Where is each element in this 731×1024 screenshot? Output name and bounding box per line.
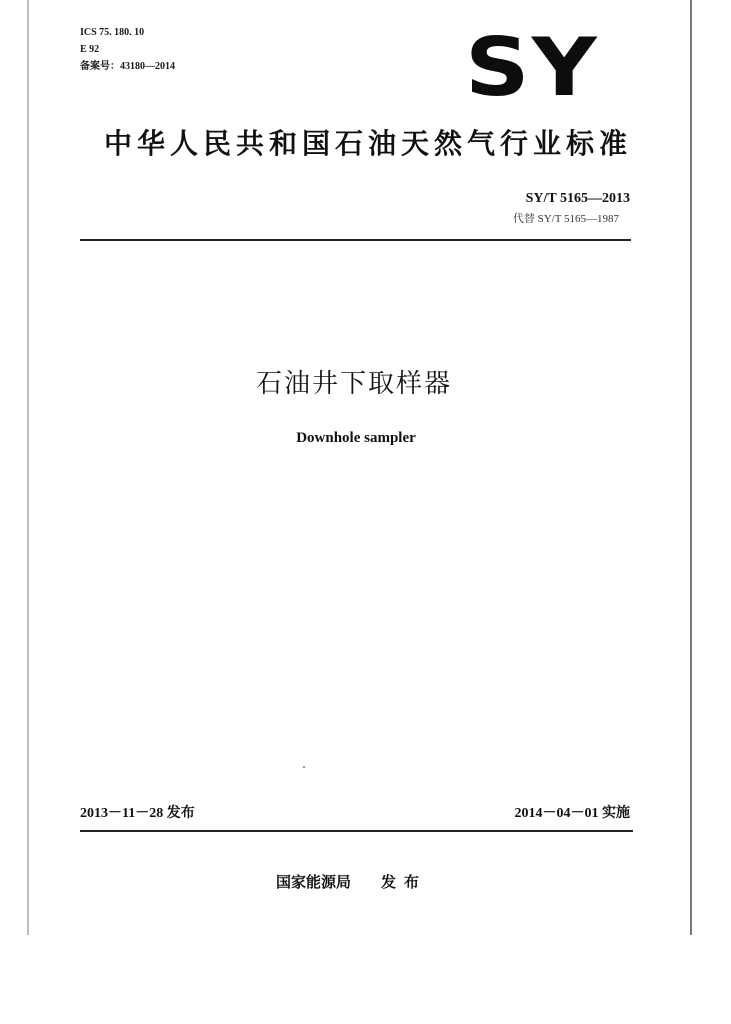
scan-speck — [303, 766, 305, 768]
implementation-date: 2014－04－01 实施 — [514, 806, 630, 821]
replaces-standard: 代替 SY/T 5165—1987 — [512, 213, 619, 225]
ics-code: ICS 75. 180. 10 — [80, 27, 145, 38]
publisher-line — [276, 872, 427, 892]
document-title-english: Downhole sampler — [296, 430, 416, 446]
class-code: E 92 — [80, 44, 100, 55]
standard-number: SY/T 5165—2013 — [525, 191, 630, 206]
publisher-action: 发布 — [381, 873, 428, 891]
filing-number: 备案号：43180—2014 — [80, 61, 175, 72]
top-divider — [80, 239, 631, 241]
issue-date: 2013－11－28 发布 — [80, 806, 195, 821]
page-edge-right — [690, 0, 692, 935]
page-edge-left — [27, 0, 29, 935]
publisher-name: 国家能源局 — [276, 873, 352, 891]
classification-block — [80, 24, 175, 75]
bottom-divider — [80, 830, 633, 832]
document-title-chinese: 石油井下取样器 — [255, 369, 452, 399]
sy-logo: SY — [465, 21, 599, 114]
industry-standard-title: 中华人民共和国石油天然气行业标准 — [104, 127, 633, 160]
